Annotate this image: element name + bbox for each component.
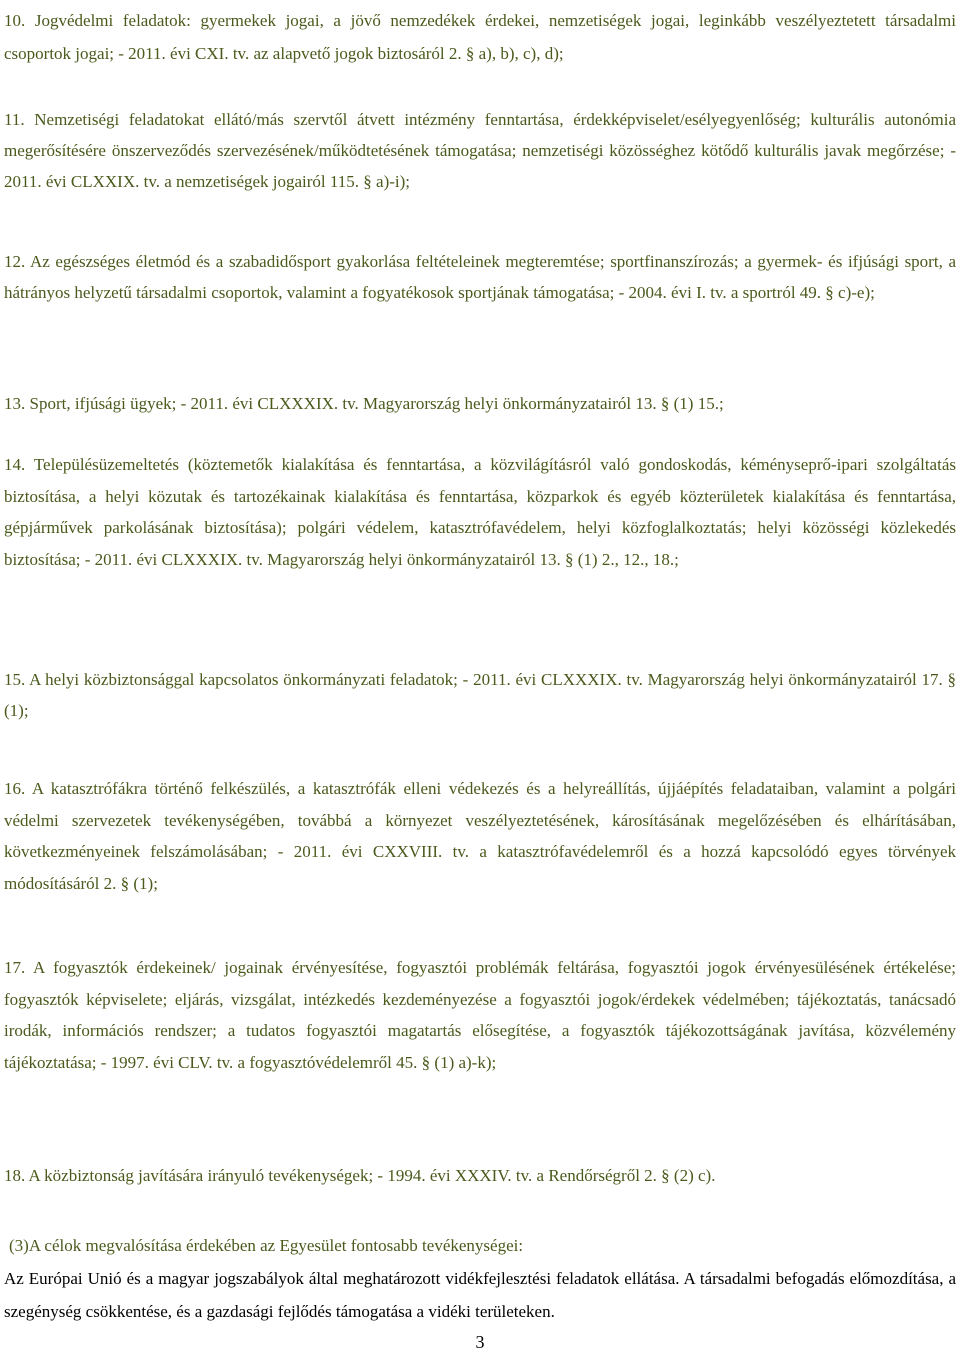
- paragraph-16: 16. A katasztrófákra történő felkészülés, a katasztrófák elleni védekezés és a helyreállítás, újjáépítés feladataiban, valamint a polgári védelmi szervezetek tevékenységében, továbbá a környezet veszélyeztetésének, károsításának megelőzésében és elhárításában, következményeinek felszámolásában; - 2011. évi CXXVIII. tv. a katasztrófavédelemről és a hozzá kapcsolódó egyes törvények módosításáról 2. § (1);: [4, 779, 956, 893]
- section-3-heading: (3)A célok megvalósítása érdekében az Egyesület fontosabb tevékenységei:: [9, 1236, 524, 1255]
- paragraph-18: 18. A közbiztonság javítására irányuló tevékenységek; - 1994. évi XXXIV. tv. a Rendőrségről 2. § (2) c).: [4, 1166, 716, 1185]
- paragraph-12: 12. Az egészséges életmód és a szabadidősport gyakorlása feltételeinek megteremtése; sportfinanszírozás; a gyermek- és ifjúsági sport, a hátrányos helyzetű társadalmi csoportok, valamint a fogyatékosok sportjának támogatása; - 2004. évi I. tv. a sportról 49. § c)-e);: [4, 252, 956, 302]
- paragraph-11: 11. Nemzetiségi feladatokat ellátó/más szervtől átvett intézmény fenntartása, érdekképviselet/esélyegyenlőség; kulturális autonómia megerősítésére önszerveződés szervezésének/működtetésének támogatása; nemzetiségi közösséghez kötődő kulturális javak megőrzése; - 2011. évi CLXXIX. tv. a nemzetiségek jogairól 115. § a)-i);: [4, 110, 956, 191]
- paragraph-13: 13. Sport, ifjúsági ügyek; - 2011. évi CLXXXIX. tv. Magyarország helyi önkormányzatairól 13. § (1) 15.;: [4, 394, 724, 413]
- paragraph-17: 17. A fogyasztók érdekeinek/ jogainak érvényesítése, fogyasztói problémák feltárása, fogyasztói jogok érvényesülésének értékelése; fogyasztók képviselete; eljárás, vizsgálat, intézkedés kezdeményezése a fogyasztói jogok/érdekek védelmében; tájékoztatás, tanácsadó irodák, információs rendszer; a tudatos fogyasztói magatartás elősegítése, a fogyasztók tájékozottságának javítása, közvélemény tájékoztatása; - 1997. évi CLV. tv. a fogyasztóvédelemről 45. § (1) a)-k);: [4, 958, 956, 1072]
- section-3-body: Az Európai Unió és a magyar jogszabályok által meghatározott vidékfejlesztési feladatok ellátása. A társadalmi befogadás előmozdítása, a szegénység csökkentése, és a gazdasági fejlődés támogatása a vidéki területeken.: [4, 1269, 956, 1321]
- paragraph-15: 15. A helyi közbiztonsággal kapcsolatos önkormányzati feladatok; - 2011. évi CLXXXIX. tv. Magyarország helyi önkormányzatairól 17. § (1);: [4, 670, 956, 720]
- page-number: 3: [475, 1332, 485, 1352]
- paragraph-10: 10. Jogvédelmi feladatok: gyermekek jogai, a jövő nemzedékek érdekei, nemzetiségek jogai, leginkább veszélyeztetett társadalmi csoportok jogai; - 2011. évi CXI. tv. az alapvető jogok biztosáról 2. § a), b), c), d);: [4, 11, 956, 63]
- paragraph-14: 14. Településüzemeltetés (köztemetők kialakítása és fenntartása, a közvilágításról való gondoskodás, kéményseprő-ipari szolgáltatás biztosítása, a helyi közutak és tartozékainak kialakítása és fenntartása, közparkok és egyéb közterületek kialakítása és fenntartása, gépjárművek parkolásának biztosítása); polgári védelem, katasztrófavédelem, helyi közfoglalkoztatás; helyi közösségi közlekedés biztosítása; - 2011. évi CLXXXIX. tv. Magyarország helyi önkormányzatairól 13. § (1) 2., 12., 18.;: [4, 455, 956, 569]
